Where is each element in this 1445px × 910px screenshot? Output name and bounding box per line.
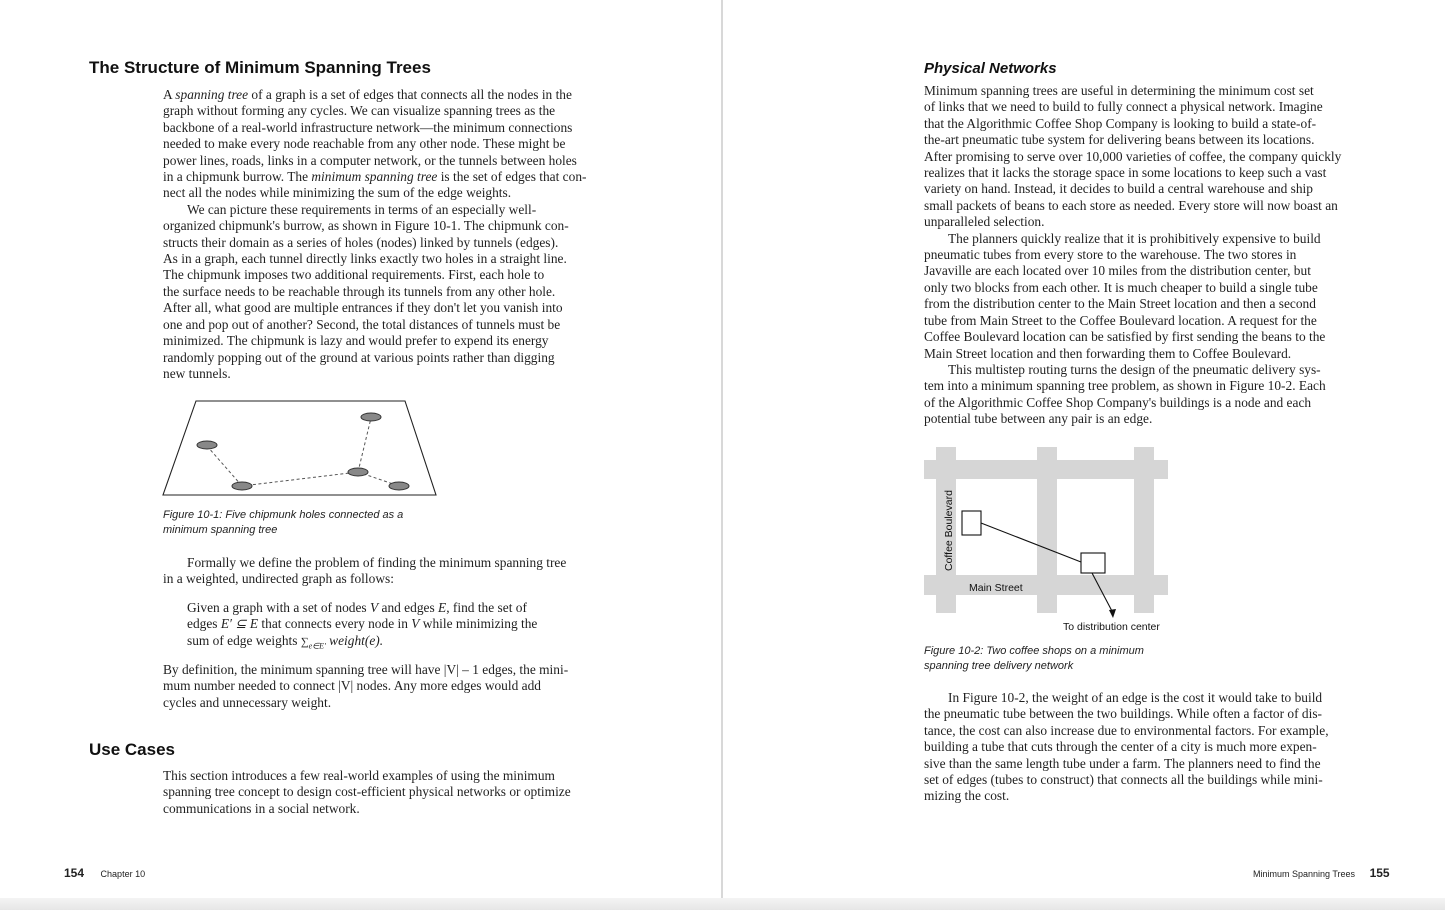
main-street-label: Main Street	[969, 582, 1023, 594]
figure-2-caption	[924, 644, 1224, 674]
coffee-boulevard-label: Coffee Boulevard	[943, 490, 955, 571]
section-heading: The Structure of Minimum Spanning Trees	[89, 58, 431, 77]
text-line: new tunnels.	[163, 365, 231, 381]
bottom-shade	[0, 898, 1445, 910]
text-line: the-art pneumatic tube system for delivering beans between its locations.	[924, 132, 1315, 148]
text-line: only two blocks from each other. It is much cheaper to build a single tube	[924, 279, 1318, 295]
text-line: This multistep routing turns the design of the pneumatic delivery sys-	[948, 361, 1321, 377]
subsection-heading: Physical Networks	[924, 60, 1057, 77]
text-line: variety on hand. Instead, it decides to build a central warehouse and ship	[924, 181, 1313, 197]
figure-chipmunk-holes	[160, 398, 440, 500]
text-line: The planners quickly realize that it is prohibitively expensive to build	[948, 230, 1321, 246]
distribution-center-label: To distribution center	[1063, 621, 1160, 633]
text-line: Coffee Boulevard location can be satisfied by first sending the beans to the	[924, 329, 1326, 345]
text-line: mizing the cost.	[924, 788, 1010, 804]
hole-node	[361, 413, 381, 421]
figure-coffee-network	[922, 445, 1172, 637]
text-line: edges E′ ⊆ E that connects every node in V while minimizing the	[187, 616, 538, 632]
coffee-boulevard-shop	[962, 511, 981, 535]
text-line: Given a graph with a set of nodes V and edges E, find the set of	[187, 600, 527, 615]
text-line: randomly popping out of the ground at various points rather than digging	[163, 349, 555, 365]
text-line: structs their domain as a series of holes (nodes) linked by tunnels (edges).	[163, 234, 559, 250]
text-line: spanning tree concept to design cost-efficient physical networks or optimize	[163, 784, 571, 800]
left-paragraph-1	[163, 87, 623, 382]
text-line: cycles and unnecessary weight.	[163, 694, 332, 710]
text-line: organized chipmunk's burrow, as shown in Figure 10-1. The chipmunk con-	[163, 218, 569, 234]
page-number: 155	[1369, 866, 1390, 880]
text-line: from the distribution center to the Main Street location and then a second	[924, 296, 1316, 312]
text-line: In Figure 10-2, the weight of an edge is the cost it would take to build	[948, 690, 1323, 705]
text-line: pneumatic tubes from every store to the warehouse. The two stores in	[924, 247, 1297, 263]
text-line: one and pop out of another? Second, the total distances of tunnels must be	[163, 316, 561, 332]
text-line: tem into a minimum spanning tree problem, as shown in Figure 10-2. Each	[924, 378, 1326, 394]
caption-line: spanning tree delivery network	[924, 660, 1074, 672]
right-paragraphs	[924, 83, 1384, 428]
text-line: We can picture these requirements in terms of an especially well-	[187, 201, 537, 217]
text-line: As in a graph, each tunnel directly links exactly two holes in a straight line.	[163, 251, 567, 267]
text-line: mum number needed to connect |V| nodes. Any more edges would add	[163, 678, 541, 694]
text-line: Main Street location and then forwarding them to Coffee Boulevard.	[924, 345, 1292, 361]
left-paragraph-3	[163, 555, 623, 588]
text-line: of the Algorithmic Coffee Shop Company's buildings is a node and each	[924, 394, 1312, 410]
text-line: that the Algorithmic Coffee Shop Company is looking to build a state-of-	[924, 115, 1317, 131]
left-footer	[64, 866, 145, 880]
text-line: the pneumatic tube between the two buildings. While often a factor of dis-	[924, 706, 1323, 722]
tube-edge	[981, 523, 1081, 562]
street-vertical	[1134, 447, 1154, 613]
text-line: The chipmunk imposes two additional requirements. First, each hole to	[163, 267, 545, 283]
left-paragraph-5	[163, 768, 623, 817]
text-line: After promising to serve over 10,000 varieties of coffee, the company quickly	[924, 148, 1342, 164]
main-street-shop	[1081, 553, 1105, 573]
text-line: set of edges (tubes to construct) that connects all the buildings while mini-	[924, 772, 1323, 788]
right-paragraph-4	[924, 690, 1384, 805]
text-line: small packets of beans to each store as needed. Every store will now boast an	[924, 197, 1338, 213]
text-line: By definition, the minimum spanning tree will have |V| – 1 edges, the mini-	[163, 662, 569, 677]
text-line: This section introduces a few real-world examples of using the minimum	[163, 768, 555, 783]
text-line: Formally we define the problem of finding the minimum spanning tree	[187, 555, 567, 570]
text-line: A spanning tree of a graph is a set of edges that connects all the nodes in the	[163, 87, 572, 102]
text-line: backbone of a real-world infrastructure network—the minimum connections	[163, 119, 573, 135]
chapter-label: Chapter 10	[100, 869, 146, 879]
text-line: of links that we need to build to fully connect a physical network. Imagine	[924, 99, 1323, 115]
hole-node	[232, 482, 252, 490]
text-line: realizes that it lacks the storage space in some locations to keep such a vast	[924, 165, 1327, 181]
page-number: 154	[64, 866, 85, 880]
text-line: minimized. The chipmunk is lazy and would prefer to expend its energy	[163, 333, 549, 349]
section-heading-use-cases: Use Cases	[89, 740, 176, 759]
street-vertical	[1037, 447, 1057, 613]
caption-line: minimum spanning tree	[163, 524, 278, 536]
text-line: Minimum spanning trees are useful in determining the minimum cost set	[924, 83, 1314, 98]
text-line: in a chipmunk burrow. The minimum spanning tree is the set of edges that con-	[163, 169, 587, 185]
left-paragraph-4	[163, 662, 623, 711]
caption-line: Figure 10-2: Two coffee shops on a minimum	[924, 645, 1144, 657]
text-line: communications in a social network.	[163, 800, 360, 816]
text-line: sive than the same length tube under a farm. The planners need to find the	[924, 755, 1321, 771]
definition-block	[187, 600, 607, 655]
text-line: building a tube that cuts through the center of a city is much more expen-	[924, 739, 1317, 755]
text-line: the surface needs to be reachable through its tunnels from any other hole.	[163, 283, 556, 299]
figure-1-caption	[163, 508, 463, 538]
text-line: power lines, roads, links in a computer network, or the tunnels between holes	[163, 152, 577, 168]
text-line: potential tube between any pair is an edge.	[924, 411, 1153, 427]
text-line: in a weighted, undirected graph as follows:	[163, 571, 394, 587]
text-line: tance, the cost can also increase due to environmental factors. For example,	[924, 722, 1329, 738]
text-line: unparalleled selection.	[924, 214, 1045, 230]
text-line: nect all the nodes while minimizing the sum of the edge weights.	[163, 185, 512, 201]
text-line: needed to make every node reachable from any other node. These might be	[163, 136, 566, 152]
arrowhead	[1109, 609, 1116, 618]
hole-node	[389, 482, 409, 490]
text-line: tube from Main Street to the Coffee Boulevard location. A request for the	[924, 312, 1317, 328]
text-line: Javaville are each located over 10 miles from the distribution center, but	[924, 263, 1311, 279]
right-footer	[1253, 866, 1390, 880]
running-head: Minimum Spanning Trees	[1253, 869, 1356, 879]
caption-line: Figure 10-1: Five chipmunk holes connected as a	[163, 509, 404, 521]
hole-node	[197, 441, 217, 449]
hole-node	[348, 468, 368, 476]
text-line: After all, what good are multiple entrances if they don't let you vanish into	[163, 300, 563, 316]
text-line: sum of edge weights $\sum_{e\in E'}$ weight(e).	[187, 632, 384, 651]
text-line: graph without forming any cycles. We can visualize spanning trees as the	[163, 103, 556, 119]
street-grid	[924, 447, 1168, 613]
